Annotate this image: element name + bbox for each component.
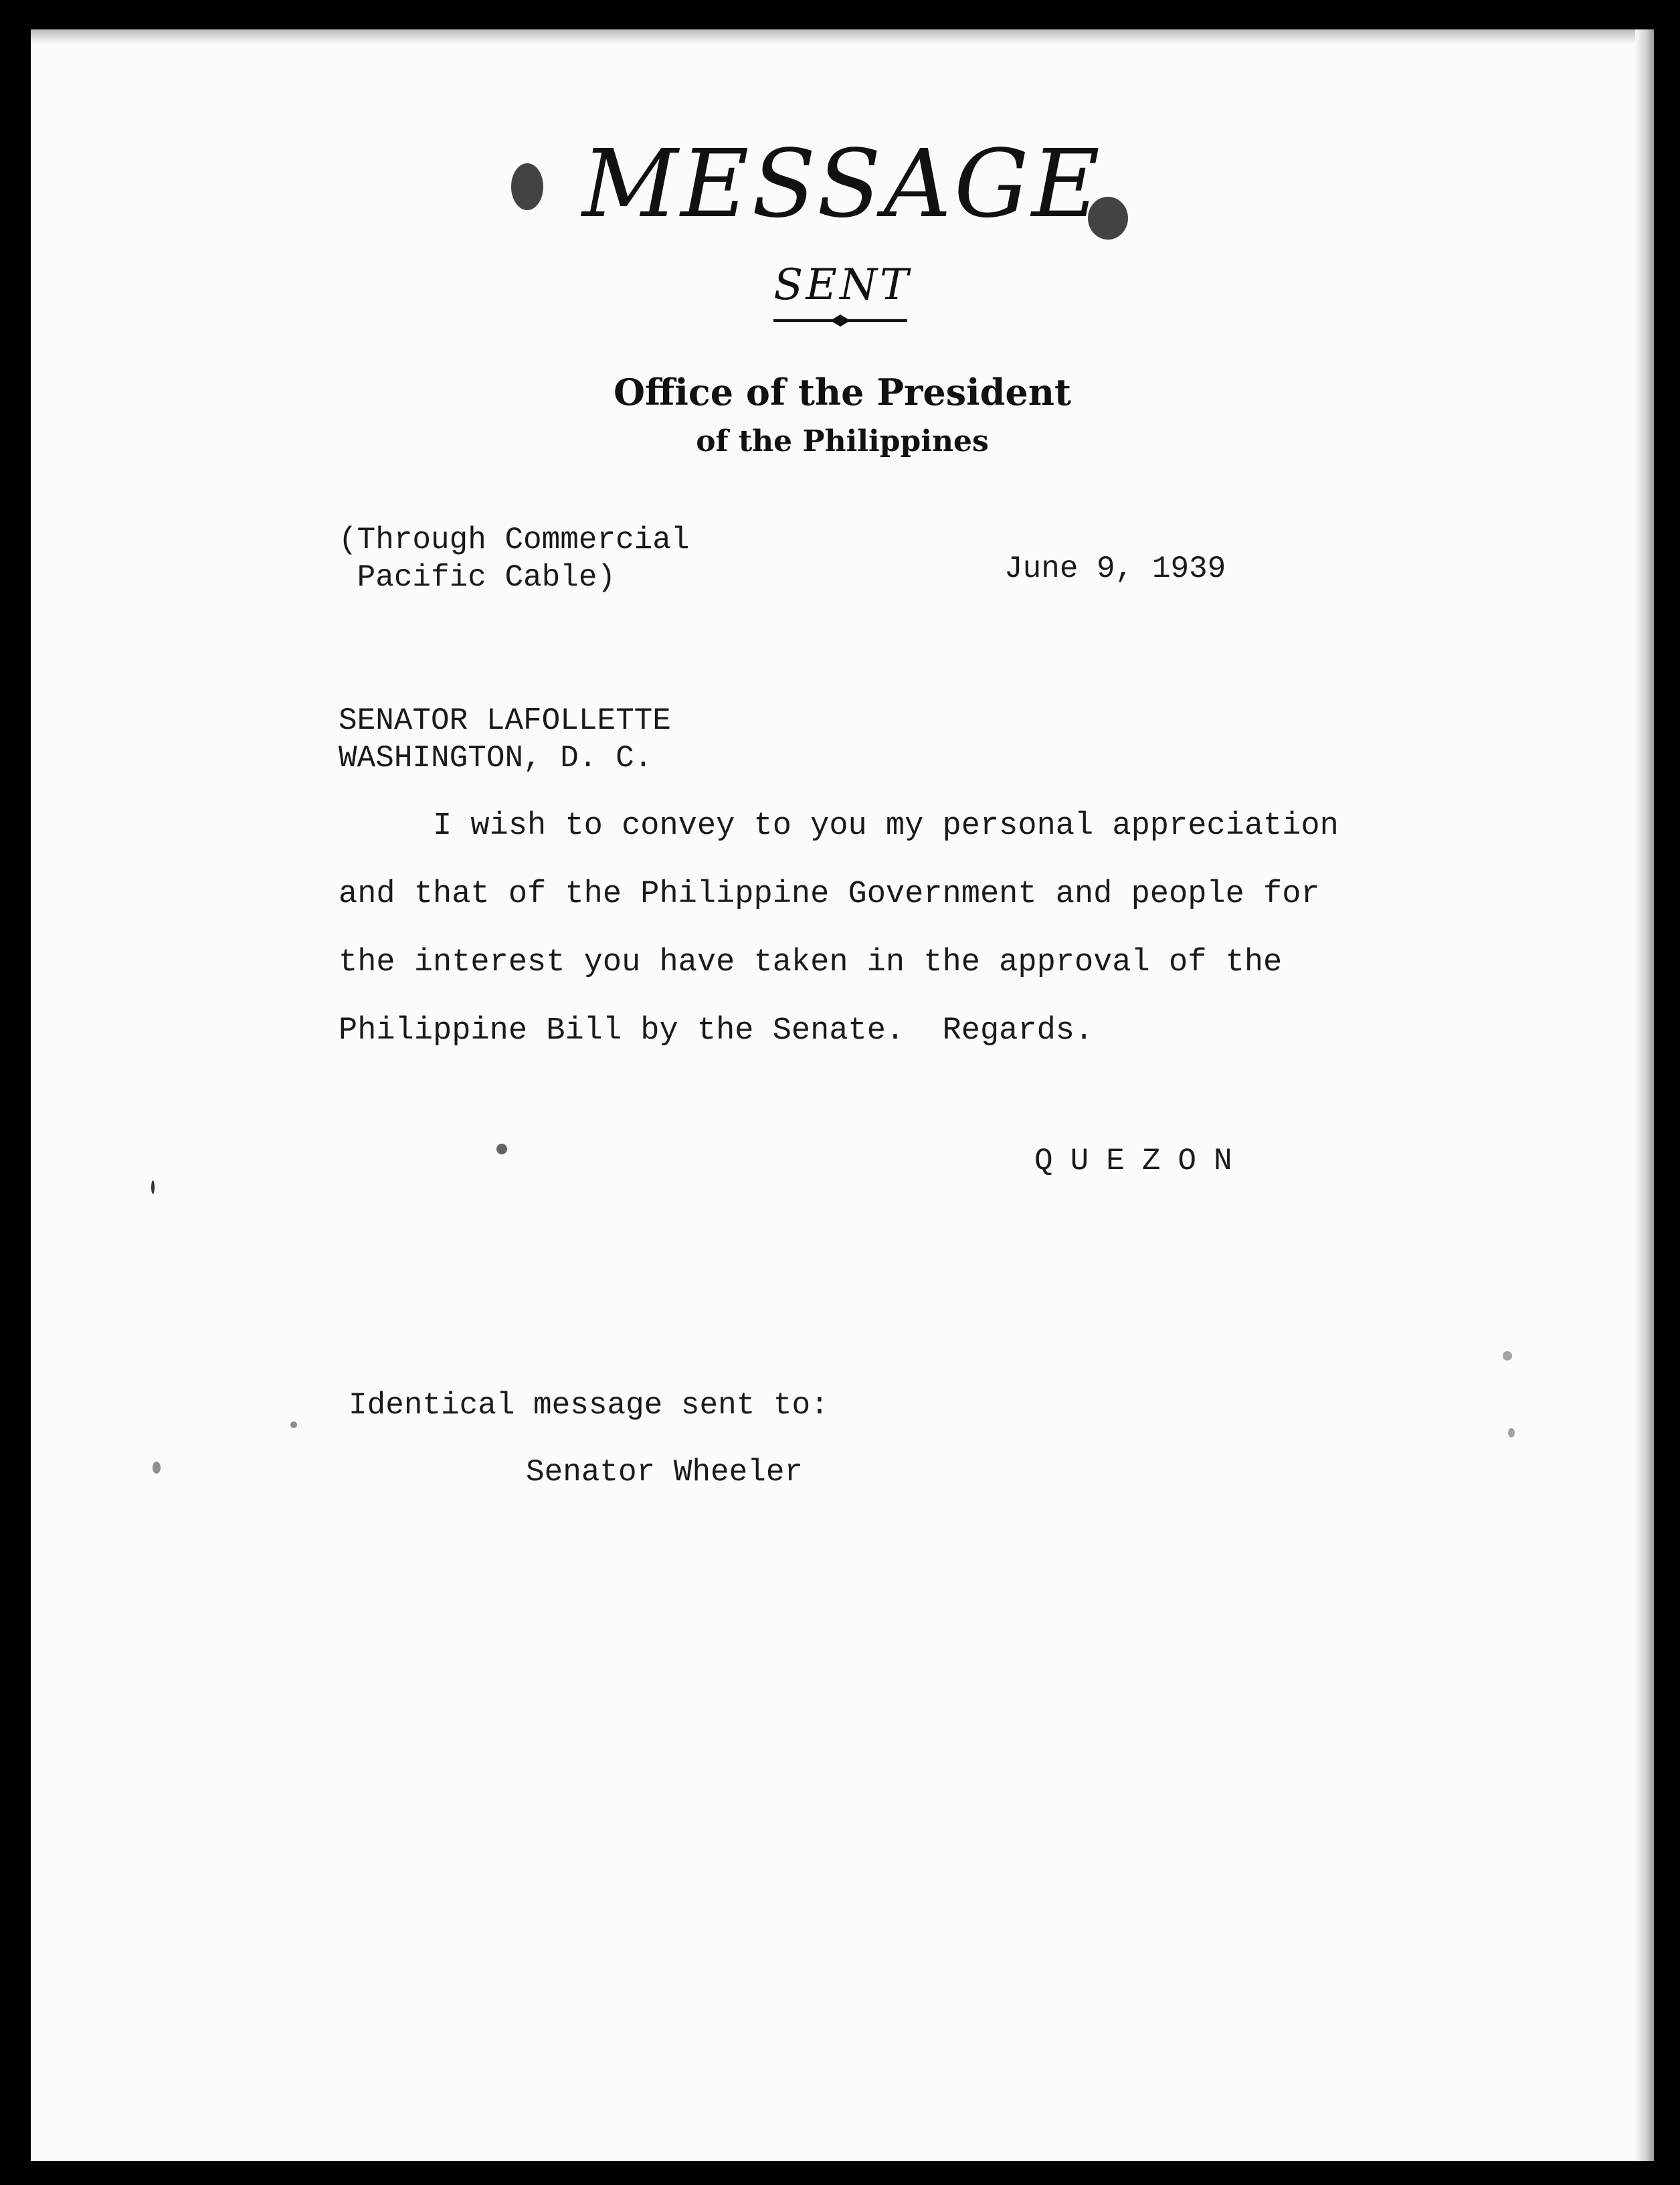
document-page: [31, 29, 1654, 2161]
letterhead-country: of the Philippines: [696, 424, 989, 458]
ink-speck: [290, 1421, 297, 1428]
addressee-block: [339, 702, 671, 777]
routing-note: [339, 521, 690, 596]
body-line-3: the interest you have taken in the approval of the: [339, 945, 1283, 980]
ink-speck: [1508, 1428, 1515, 1437]
letterhead-divider: [773, 311, 907, 331]
letterhead-subtitle: SENT: [773, 260, 911, 310]
addressee-name: SENATOR LAFOLLETTE: [339, 703, 671, 738]
distribution-recipient: Senator Wheeler: [526, 1455, 804, 1490]
ink-speck: [496, 1144, 507, 1154]
letterhead-title: MESSAGE: [581, 130, 1103, 239]
ink-speck: [153, 1462, 161, 1474]
distribution-label: Identical message sent to:: [349, 1388, 829, 1423]
body-line-2: and that of the Philippine Government and people for: [339, 877, 1320, 912]
body-line-1: I wish to convey to you my personal appreciation: [339, 808, 1339, 844]
page-right-edge: [1635, 29, 1654, 2161]
body-line-4: Philippine Bill by the Senate. Regards.: [339, 1013, 1094, 1049]
routing-line-2: Pacific Cable): [339, 560, 616, 595]
ink-speck: [1503, 1351, 1512, 1361]
page-top-edge: [31, 29, 1654, 44]
routing-line-1: (Through Commercial: [339, 523, 690, 557]
ink-speck: [151, 1181, 155, 1194]
message-date: June 9, 1939: [1004, 551, 1226, 586]
message-body: [339, 792, 1339, 1065]
addressee-location: WASHINGTON, D. C.: [339, 741, 653, 776]
letterhead-office: Office of the President: [614, 371, 1071, 414]
signature: QUEZON: [1034, 1144, 1250, 1178]
